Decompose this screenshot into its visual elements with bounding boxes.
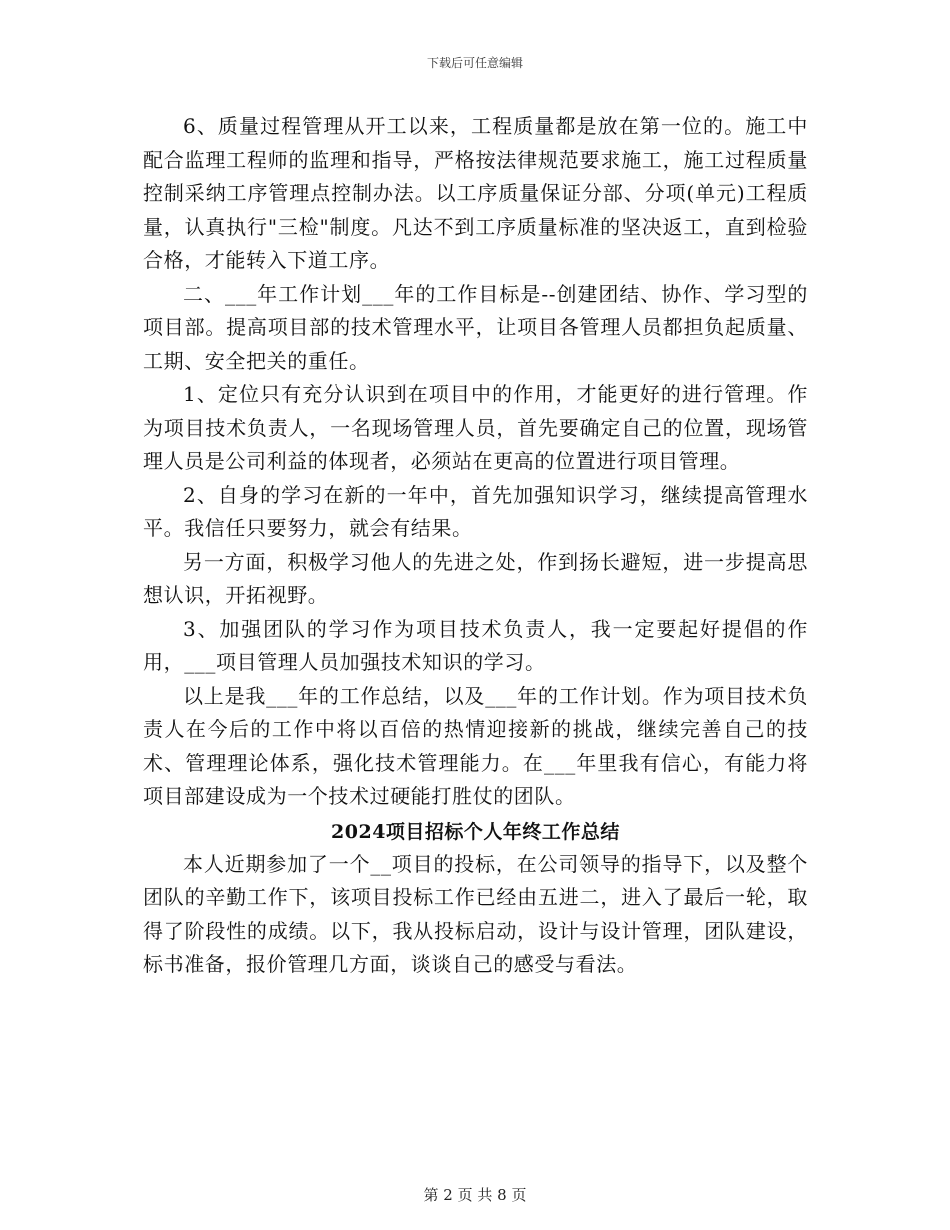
paragraph-self-learning: 2、自身的学习在新的一年中，首先加强知识学习，继续提高管理水平。我信任只要努力，就会有结果。 <box>143 482 808 540</box>
paragraph-quality-management: 6、质量过程管理从开工以来，工程质量都是放在第一位的。施工中配合监理工程师的监理和指导，严格按法律规范要求施工，施工过程质量控制采纳工序管理点控制办法。以工序质量保证分部、分项(单元)工程质量，认真执行"三检"制度。凡达不到工序质量标准的坚决返工，直到检验合格，才能转入下道工序。 <box>143 114 808 272</box>
page-number: 第 2 页 共 8 页 <box>423 1186 527 1204</box>
paragraph-work-plan: 二、___年工作计划___年的工作目标是--创建团结、协作、学习型的项目部。提高项目部的技术管理水平，让项目各管理人员都担负起质量、工期、安全把关的重任。 <box>143 281 808 373</box>
page-header-note: 下载后可任意编辑 <box>426 56 523 70</box>
section-title: 2024项目招标个人年终工作总结 <box>331 820 620 843</box>
paragraph-team-learning: 3、加强团队的学习作为项目技术负责人，我一定要起好提倡的作用，___项目管理人员加强技术知识的学习。 <box>143 616 808 674</box>
paragraph-positioning: 1、定位只有充分认识到在项目中的作用，才能更好的进行管理。作为项目技术负责人，一名现场管理人员，首先要确定自己的位置，现场管理人员是公司利益的体现者，必须站在更高的位置进行项目管理。 <box>143 382 808 473</box>
paragraph-bidding-intro: 本人近期参加了一个__项目的投标，在公司领导的指导下，以及整个团队的辛勤工作下，该项目投标工作已经由五进二，进入了最后一轮，取得了阶段性的成绩。以下，我从投标启动，设计与设计管理，团队建设，标书准备，报价管理几方面，谈谈自己的感受与看法。 <box>143 851 808 976</box>
paragraph-conclusion: 以上是我___年的工作总结，以及___年的工作计划。作为项目技术负责人在今后的工作中将以百倍的热情迎接新的挑战，继续完善自己的技术、管理理论体系，强化技术管理能力。在___年里我有信心，有能力将项目部建设成为一个技术过硬能打胜仗的团队。 <box>143 683 808 808</box>
paragraph-learn-from-others: 另一方面，积极学习他人的先进之处，作到扬长避短，进一步提高思想认识，开拓视野。 <box>143 549 808 607</box>
document-body <box>143 110 808 982</box>
